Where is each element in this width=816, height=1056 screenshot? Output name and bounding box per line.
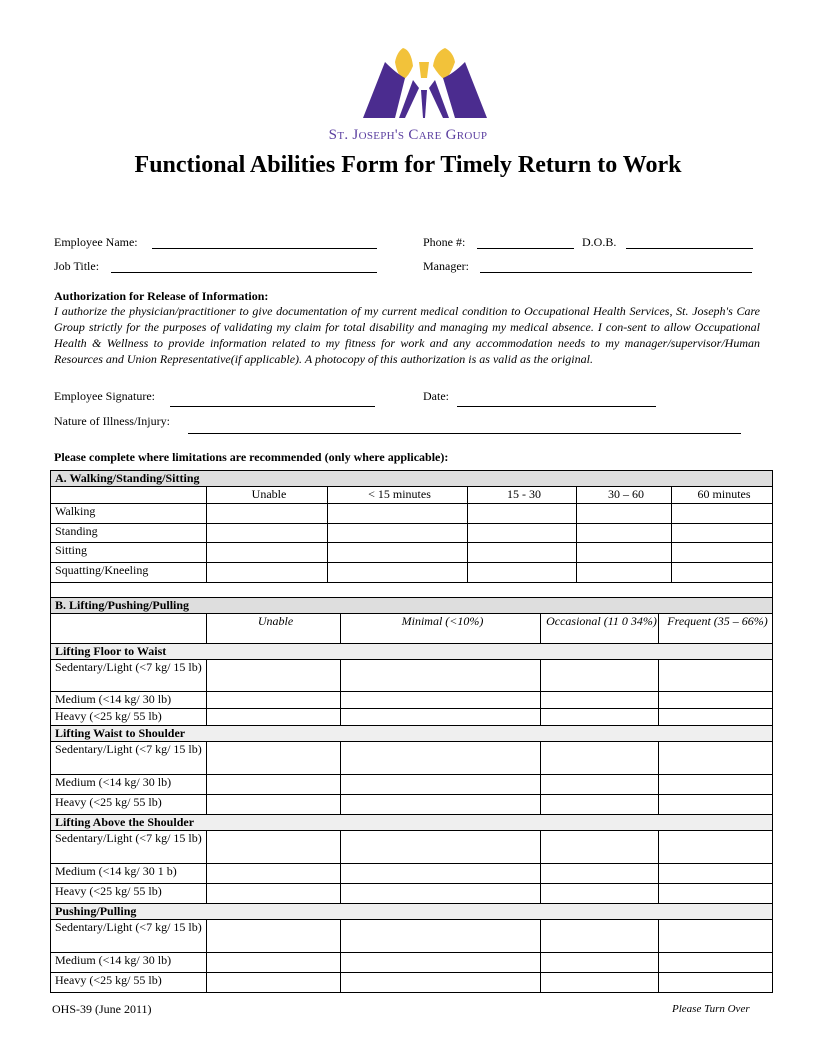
input-cell[interactable] <box>541 660 659 692</box>
input-cell[interactable] <box>541 742 659 775</box>
input-cell[interactable] <box>207 884 341 904</box>
blank-header-cell <box>51 487 207 504</box>
input-cell[interactable] <box>577 504 672 524</box>
blank-header-cell <box>51 614 207 644</box>
input-cell[interactable] <box>207 709 341 726</box>
section-a-table <box>50 470 773 599</box>
section-a-title: A. Walking/Standing/Sitting <box>51 471 773 487</box>
input-cell[interactable] <box>659 775 773 795</box>
row-label: Heavy (<25 kg/ 55 lb) <box>51 973 207 993</box>
row-label: Medium (<14 kg/ 30 lb) <box>51 775 207 795</box>
input-cell[interactable] <box>577 524 672 543</box>
input-cell[interactable] <box>341 973 541 993</box>
input-cell[interactable] <box>659 660 773 692</box>
row-label: Walking <box>51 504 207 524</box>
job-title-field[interactable] <box>111 272 377 273</box>
input-cell[interactable] <box>207 775 341 795</box>
input-cell[interactable] <box>672 524 773 543</box>
input-cell[interactable] <box>207 504 328 524</box>
dob-field[interactable] <box>626 248 753 249</box>
phone-field[interactable] <box>477 248 574 249</box>
input-cell[interactable] <box>207 864 341 884</box>
input-cell[interactable] <box>541 973 659 993</box>
date-field[interactable] <box>457 406 656 407</box>
row-label: Sedentary/Light (<7 kg/ 15 lb) <box>51 831 207 864</box>
dob-label: D.O.B. <box>582 235 617 249</box>
col-header: < 15 minutes <box>328 487 468 504</box>
row-label: Heavy (<25 kg/ 55 lb) <box>51 795 207 815</box>
col-header: 15 - 30 <box>468 487 577 504</box>
input-cell[interactable] <box>468 563 577 583</box>
form-title: Functional Abilities Form for Timely Return to Work <box>134 152 682 178</box>
employee-name-field[interactable] <box>152 248 377 249</box>
input-cell[interactable] <box>207 660 341 692</box>
row-label: Sedentary/Light (<7 kg/ 15 lb) <box>51 660 207 692</box>
input-cell[interactable] <box>341 864 541 884</box>
signature-label: Employee Signature: <box>54 389 155 403</box>
phone-label: Phone #: <box>423 235 466 249</box>
job-title-label: Job Title: <box>54 259 100 273</box>
input-cell[interactable] <box>541 953 659 973</box>
organization-name: St. Joseph's Care Group <box>328 127 488 143</box>
date-label: Date: <box>423 389 449 403</box>
input-cell[interactable] <box>341 692 541 709</box>
input-cell[interactable] <box>541 920 659 953</box>
col-header: Unable <box>207 614 341 644</box>
employee-name-label: Employee Name: <box>54 235 138 249</box>
input-cell[interactable] <box>207 563 328 583</box>
illness-field[interactable] <box>188 433 741 434</box>
row-label: Sedentary/Light (<7 kg/ 15 lb) <box>51 742 207 775</box>
group-title: Lifting Waist to Shoulder <box>51 726 773 742</box>
input-cell[interactable] <box>659 884 773 904</box>
input-cell[interactable] <box>541 709 659 726</box>
input-cell[interactable] <box>341 709 541 726</box>
input-cell[interactable] <box>468 543 577 563</box>
input-cell[interactable] <box>328 504 468 524</box>
authorization-text: I authorize the physician/practitioner to give documentation of my current medical condition to Occupational Health Services, St. Joseph's Care Group strictly for the purposes of validating my claim for total disability and managing my medical absence. I con-sent to allow Occupational Health & Wellness to provide information related to my fitness for work and any accommodation needs to my manager/supervisor/Human Resources and Union Representative(if applicable). A photocopy of this authorization is as valid as the original. <box>54 304 760 366</box>
col-header: Minimal (<10%) <box>341 614 541 644</box>
input-cell[interactable] <box>541 864 659 884</box>
row-label: Heavy (<25 kg/ 55 lb) <box>51 884 207 904</box>
col-header: 30 – 60 <box>577 487 672 504</box>
input-cell[interactable] <box>672 543 773 563</box>
row-label: Sitting <box>51 543 207 563</box>
col-header: Unable <box>207 487 328 504</box>
input-cell[interactable] <box>341 742 541 775</box>
input-cell[interactable] <box>207 543 328 563</box>
section-b-table <box>50 597 773 993</box>
col-header: Occasional (11 0 34%) <box>541 614 659 644</box>
input-cell[interactable] <box>341 660 541 692</box>
input-cell[interactable] <box>341 775 541 795</box>
manager-field[interactable] <box>480 272 752 273</box>
input-cell[interactable] <box>207 795 341 815</box>
input-cell[interactable] <box>207 973 341 993</box>
input-cell[interactable] <box>207 831 341 864</box>
input-cell[interactable] <box>672 504 773 524</box>
input-cell[interactable] <box>341 953 541 973</box>
input-cell[interactable] <box>328 563 468 583</box>
input-cell[interactable] <box>659 831 773 864</box>
authorization-heading: Authorization for Release of Information: <box>54 289 269 303</box>
input-cell[interactable] <box>659 953 773 973</box>
manager-label: Manager: <box>423 259 469 273</box>
input-cell[interactable] <box>659 692 773 709</box>
input-cell[interactable] <box>659 709 773 726</box>
signature-field[interactable] <box>170 406 375 407</box>
input-cell[interactable] <box>659 973 773 993</box>
input-cell[interactable] <box>328 543 468 563</box>
input-cell[interactable] <box>672 563 773 583</box>
input-cell[interactable] <box>659 795 773 815</box>
input-cell[interactable] <box>207 920 341 953</box>
input-cell[interactable] <box>659 920 773 953</box>
input-cell[interactable] <box>341 795 541 815</box>
group-title: Lifting Floor to Waist <box>51 644 773 660</box>
input-cell[interactable] <box>577 543 672 563</box>
input-cell[interactable] <box>577 563 672 583</box>
row-label: Medium (<14 kg/ 30 1 b) <box>51 864 207 884</box>
input-cell[interactable] <box>328 524 468 543</box>
input-cell[interactable] <box>341 831 541 864</box>
input-cell[interactable] <box>341 884 541 904</box>
form-id: OHS-39 (June 2011) <box>52 1002 152 1016</box>
row-label: Heavy (<25 kg/ 55 lb) <box>51 709 207 726</box>
row-label: Standing <box>51 524 207 543</box>
illness-label: Nature of Illness/Injury: <box>54 414 170 428</box>
input-cell[interactable] <box>541 775 659 795</box>
group-title: Pushing/Pulling <box>51 904 773 920</box>
col-header: Frequent (35 – 66%) <box>659 614 773 644</box>
input-cell[interactable] <box>541 831 659 864</box>
input-cell[interactable] <box>207 953 341 973</box>
section-b-title: B. Lifting/Pushing/Pulling <box>51 598 773 614</box>
instructions: Please complete where limitations are recommended (only where applicable): <box>54 450 449 464</box>
row-label: Sedentary/Light (<7 kg/ 15 lb) <box>51 920 207 953</box>
row-label: Medium (<14 kg/ 30 lb) <box>51 953 207 973</box>
row-label: Medium (<14 kg/ 30 lb) <box>51 692 207 709</box>
input-cell[interactable] <box>541 884 659 904</box>
input-cell[interactable] <box>468 524 577 543</box>
turn-over-note: Please Turn Over <box>672 1003 750 1015</box>
col-header: 60 minutes <box>672 487 773 504</box>
input-cell[interactable] <box>341 920 541 953</box>
input-cell[interactable] <box>541 795 659 815</box>
input-cell[interactable] <box>468 504 577 524</box>
input-cell[interactable] <box>659 742 773 775</box>
input-cell[interactable] <box>659 864 773 884</box>
input-cell[interactable] <box>541 692 659 709</box>
input-cell[interactable] <box>207 524 328 543</box>
input-cell[interactable] <box>207 692 341 709</box>
row-label: Squatting/Kneeling <box>51 563 207 583</box>
input-cell[interactable] <box>207 742 341 775</box>
group-title: Lifting Above the Shoulder <box>51 815 773 831</box>
